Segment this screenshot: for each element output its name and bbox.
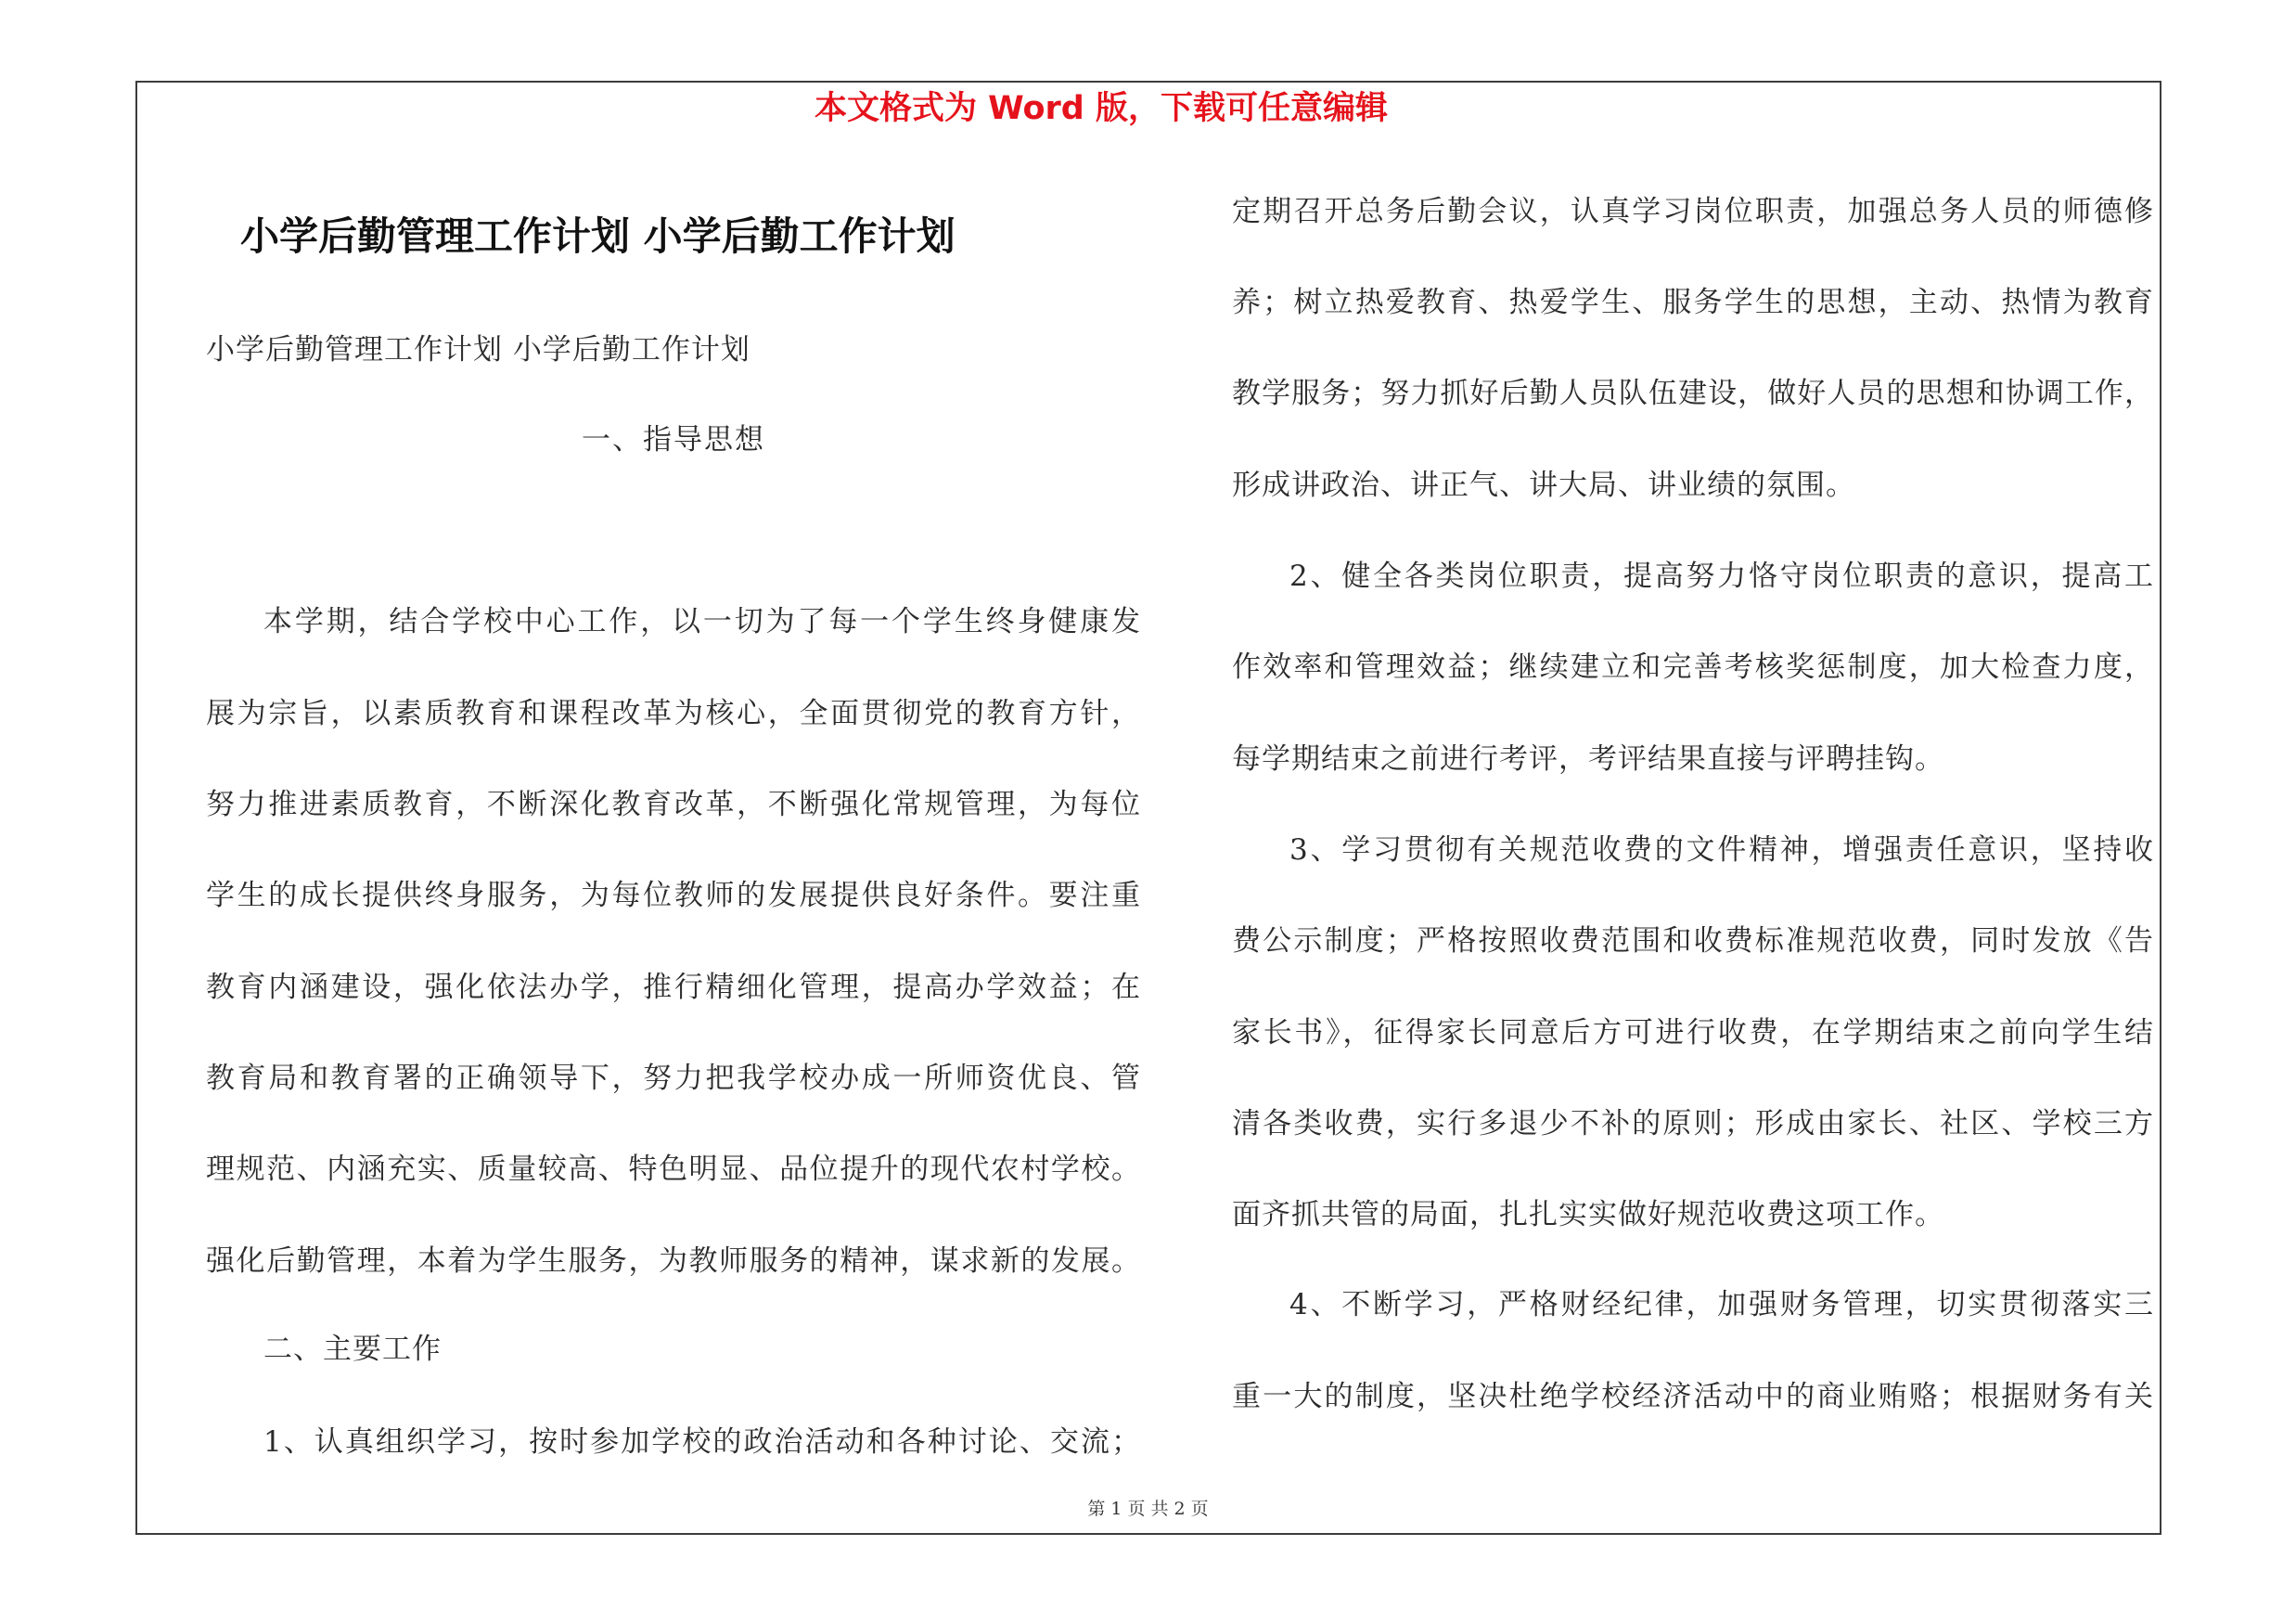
paragraph-line: 教育局和教育署的正确领导下，努力把我学校办成一所师资优良、管 xyxy=(206,1062,1141,1095)
paragraph-line: 理规范、内涵充实、质量较高、特色明显、品位提升的现代农村学校。 xyxy=(206,1153,1141,1186)
paragraph-line: 本学期，结合学校中心工作，以一切为了每一个学生终身健康发 xyxy=(263,605,1141,638)
section-heading-guiding-ideology: 一、指导思想 xyxy=(582,423,765,457)
paragraph-line: 教育内涵建设，强化依法办学，推行精细化管理，提高办学效益；在 xyxy=(206,971,1141,1004)
paragraph-line: 作效率和管理效益；继续建立和完善考核奖惩制度，加大检查力度， xyxy=(1232,650,2154,684)
paragraph-line: 4、不断学习，严格财经纪律，加强财务管理，切实贯彻落实三 xyxy=(1289,1288,2154,1321)
subtitle-line: 小学后勤管理工作计划 小学后勤工作计划 xyxy=(206,333,750,367)
paragraph-line: 教学服务；努力抓好后勤人员队伍建设，做好人员的思想和协调工作， xyxy=(1232,377,2154,410)
paragraph-line: 每学期结束之前进行考评，考评结果直接与评聘挂钩。 xyxy=(1232,742,1944,776)
document-title: 小学后勤管理工作计划 小学后勤工作计划 xyxy=(240,213,956,259)
format-banner: 本文格式为 Word 版，下载可任意编辑 xyxy=(814,90,1389,127)
paragraph-line: 学生的成长提供终身服务，为每位教师的发展提供良好条件。要注重 xyxy=(206,879,1141,912)
paragraph-line: 展为宗旨，以素质教育和课程改革为核心，全面贯彻党的教育方针， xyxy=(206,697,1141,730)
page-number: 第 1 页 共 2 页 xyxy=(1087,1499,1209,1519)
paragraph-line: 2、健全各类岗位职责，提高努力恪守岗位职责的意识，提高工 xyxy=(1289,560,2154,593)
paragraph-line: 努力推进素质教育，不断深化教育改革，不断强化常规管理，为每位 xyxy=(206,788,1141,821)
paragraph-line: 3、学习贯彻有关规范收费的文件精神，增强责任意识，坚持收 xyxy=(1289,833,2154,867)
paragraph-line: 清各类收费，实行多退少不补的原则；形成由家长、社区、学校三方 xyxy=(1232,1107,2154,1140)
paragraph-line: 面齐抓共管的局面，扎扎实实做好规范收费这项工作。 xyxy=(1232,1198,1944,1231)
paragraph-line: 家长书》，征得家长同意后方可进行收费，在学期结束之前向学生结 xyxy=(1232,1016,2154,1050)
paragraph-line: 形成讲政治、讲正气、讲大局、讲业绩的氛围。 xyxy=(1232,469,1855,502)
paragraph-line: 养；树立热爱教育、热爱学生、服务学生的思想，主动、热情为教育 xyxy=(1232,286,2154,319)
paragraph-line: 1、认真组织学习，按时参加学校的政治活动和各种讨论、交流； xyxy=(263,1425,1141,1459)
paragraph-line: 重一大的制度，坚决杜绝学校经济活动中的商业贿赂；根据财务有关 xyxy=(1232,1380,2154,1413)
paragraph-line: 费公示制度；严格按照收费范围和收费标准规范收费，同时发放《告 xyxy=(1232,924,2154,958)
paragraph-line: 强化后勤管理，本着为学生服务，为教师服务的精神，谋求新的发展。 xyxy=(206,1244,1141,1278)
paragraph-line: 定期召开总务后勤会议，认真学习岗位职责，加强总务人员的师德修 xyxy=(1232,195,2154,228)
section-heading-main-work: 二、主要工作 xyxy=(263,1333,442,1366)
